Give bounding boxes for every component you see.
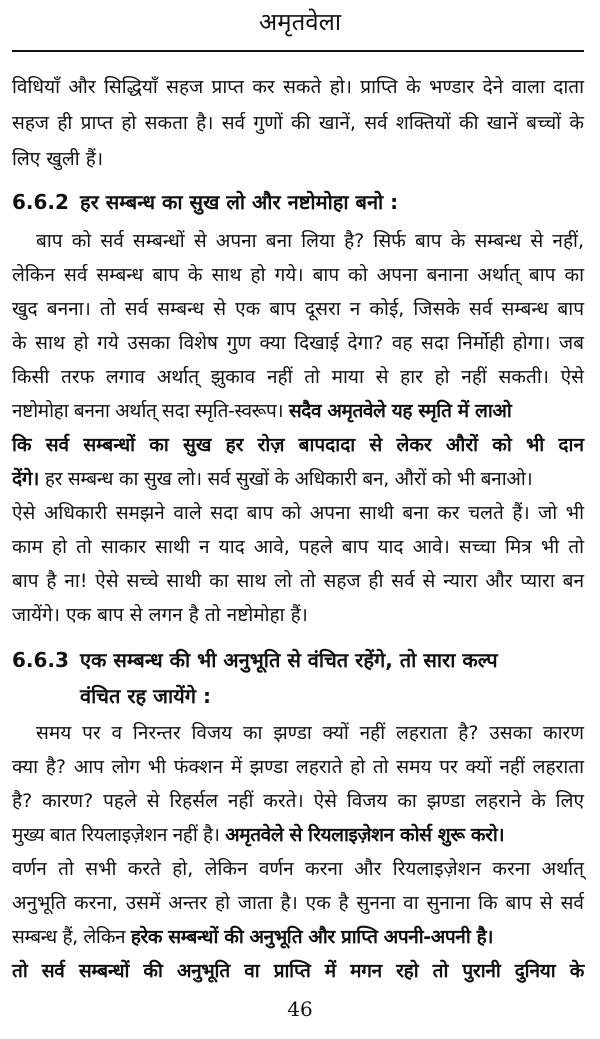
text-line: विधियाँ और सिद्धियाँ सहज प्राप्त कर सकते हो। प्राप्ति के भण्डार देने वाला दाता: [12, 76, 584, 98]
text-line: [12, 822, 584, 849]
text-line: वर्णन तो सभी करते हो, लेकिन वर्णन करना और रियलाइज़ेशन करना अर्थात्: [12, 858, 584, 880]
text-run: मुख्य बात रियलाइज़ेशन नहीं है।: [12, 824, 226, 846]
text-line: काम हो तो साकार साथी न याद आवे, पहले बाप याद आवे। सच्चा मित्र भी तो: [12, 536, 584, 558]
text-line: के साथ हो गये उसका विशेष गुण क्या दिखाई देगा? वह सदा निर्मोही होगा। जब: [12, 332, 584, 354]
page-number: 46: [287, 997, 313, 1021]
text-line: किसी तरफ लगाव अर्थात् झुकाव नहीं तो माया से हार हो नहीं सकती। ऐसे: [12, 366, 584, 388]
section-number: 6.6.3: [12, 648, 69, 672]
text-line: लेकिन सर्व सम्बन्ध बाप के साथ हो गये। बाप को अपना बनाना अर्थात् बाप का: [12, 264, 584, 286]
bold-text-run: देंगे।: [12, 468, 40, 490]
text-line: सहज ही प्राप्त हो सकता है। सर्व गुणों की खानें, सर्व शक्तियों की खानें बच्चों के: [12, 112, 584, 134]
text-line: है? कारण? पहले से रिहर्सल नहीं करते। ऐसे विजय का झण्डा लहराने के लिए: [12, 790, 584, 812]
text-line: खुद बनना। तो सर्व सम्बन्ध से एक बाप दूसरा न कोई, जिसके सर्व सम्बन्ध बाप: [12, 298, 584, 320]
text-run: नष्टोमोहा बनना अर्थात् सदा स्मृति-स्वरूप।: [12, 400, 289, 422]
text-run: सम्बन्ध हैं, लेकिन: [12, 926, 131, 948]
text-line: बाप को सर्व सम्बन्धों से अपना बना लिया है? सिर्फ बाप के सम्बन्ध से नहीं,: [36, 230, 584, 252]
text-line: [12, 398, 584, 425]
section-heading: [12, 188, 398, 216]
text-line: अनुभूति करना, उसमें अन्तर हो जाता है। एक है सुनना वा सुनाना कि बाप से सर्व: [12, 892, 584, 914]
section-title-continued: वंचित रह जायेंगे :: [80, 684, 211, 708]
text-line: क्या है? आप लोग भी फंक्शन में झण्डा लहराते हो तो समय पर क्यों नहीं लहराता: [12, 756, 584, 778]
text-line: [12, 924, 584, 951]
header-rule: [12, 50, 584, 52]
text-line: ऐसे अधिकारी समझने वाले सदा बाप को अपना साथी बना कर चलते हैं। जो भी: [12, 502, 584, 524]
text-line: [12, 466, 584, 493]
bold-text-run: अमृतवेले से रियलाइज़ेशन कोर्स शुरू करो।: [225, 824, 505, 846]
bold-text-run: सदैव अमृतवेले यह स्मृति में लाओ: [288, 400, 512, 422]
running-header: अमृतवेला: [258, 8, 342, 36]
section-heading: [12, 646, 498, 674]
bold-text-line: तो सर्व सम्बन्धों की अनुभूति वा प्राप्ति में मगन रहो तो पुरानी दुनिया के: [12, 960, 584, 982]
section-number: 6.6.2: [12, 190, 69, 214]
section-title: हर सम्बन्ध का सुख लो और नष्टोमोहा बनो :: [80, 190, 399, 214]
bold-text-run: हरेक सम्बन्धों की अनुभूति और प्राप्ति अपनी-अपनी है।: [130, 926, 494, 948]
text-run: हर सम्बन्ध का सुख लो। सर्व सुखों के अधिकारी बन, औरों को भी बनाओ।: [39, 468, 533, 490]
text-line: बाप है ना! ऐसे सच्चे साथी का साथ लो तो सहज ही सर्व से न्यारा और प्यारा बन: [12, 570, 584, 592]
text-line: समय पर व निरन्तर विजय का झण्डा क्यों नहीं लहराता है? उसका कारण: [36, 722, 584, 744]
section-title: एक सम्बन्ध की भी अनुभूति से वंचित रहेंगे, तो सारा कल्प: [80, 648, 498, 672]
bold-text-line: कि सर्व सम्बन्धों का सुख हर रोज़ बापदादा से लेकर औरों को भी दान: [12, 434, 584, 456]
text-line: लिए खुली हैं।: [12, 148, 104, 170]
text-line: जायेंगे। एक बाप से लगन है तो नष्टोमोहा हैं।: [12, 604, 308, 626]
